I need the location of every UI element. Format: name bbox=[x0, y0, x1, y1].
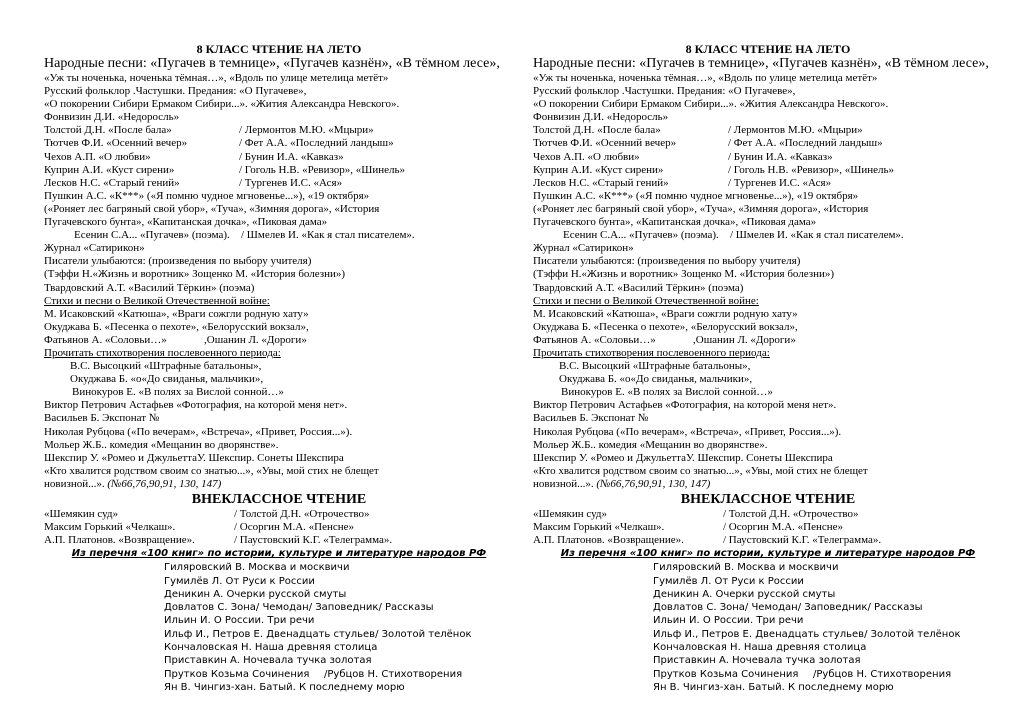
pushkin-line-3: Пугачевского бунта», «Капитанская дочка», «Пиковая дама» bbox=[533, 216, 817, 229]
book-item: Приставкин А. Ночевала тучка золотая bbox=[653, 655, 861, 667]
pair-row bbox=[533, 177, 1003, 190]
rubtsova-line: Николая Рубцова («По вечерам», «Встреча», «Привет, Россия...»). bbox=[44, 425, 353, 438]
extra-row bbox=[533, 521, 1003, 534]
extra-right: / Паустовский К.Г. «Телеграмма». bbox=[234, 534, 393, 547]
left-copy bbox=[44, 42, 514, 694]
kto-line-1: «Кто хвалится родством своим со знатью...», «Увы, мой стих не блещет bbox=[533, 464, 868, 477]
pushkin-line-2: («Роняет лес багряный свой убор», «Туча», «Зимняя дорога», «История bbox=[533, 202, 869, 215]
rubtsova-line: Николая Рубцова («По вечерам», «Встреча», «Привет, Россия...»). bbox=[533, 425, 842, 438]
right-copy bbox=[533, 42, 1003, 694]
kto-text: новизной...». bbox=[44, 477, 108, 490]
pair-right: / Фет А.А. «Последний ландыш» bbox=[239, 137, 394, 150]
moliere-line: Мольер Ж.Б.. комедия «Мещанин во дворянстве». bbox=[44, 438, 279, 451]
shakespeare-line: Шекспир У. «Ромео и ДжульеттаУ. Шекспир. Сонеты Шекспира bbox=[44, 451, 344, 464]
okudzhava2-line: Окуджава Б. «о«До свиданья, мальчики», bbox=[559, 373, 753, 386]
extra-left: Максим Горький «Челкаш». bbox=[533, 521, 665, 534]
moliere-line: Мольер Ж.Б.. комедия «Мещанин во дворянстве». bbox=[533, 438, 768, 451]
pushkin-line-1: Пушкин А.С. «К***» («Я помню чудное мгновенье...»), «19 октября» bbox=[533, 189, 859, 202]
satirikon-line: Журнал «Сатирикон» bbox=[44, 242, 145, 255]
fatyanov-left: Фатьянов А. «Соловьи…» bbox=[44, 333, 167, 346]
vysotsky-line: В.С. Высоцкий «Штрафные батальоны», bbox=[559, 360, 751, 373]
astafiev-line: Виктор Петрович Астафьев «Фотография, на которой меня нет». bbox=[44, 399, 348, 412]
kto-line-1: «Кто хвалится родством своим со знатью...», «Увы, мой стих не блещет bbox=[44, 464, 379, 477]
pair-left: Толстой Д.Н. «После бала» bbox=[533, 124, 661, 137]
folk-songs-line: Народные песни: «Пугачев в темнице», «Пугачев казнён», «В тёмном лесе», bbox=[44, 56, 500, 71]
extra-title: ВНЕКЛАССНОЕ ЧТЕНИЕ bbox=[680, 492, 856, 507]
siberia-line: «О покорении Сибири Ермаком Сибири...». «Жития Александра Невского». bbox=[533, 98, 889, 111]
pair-left: Чехов А.П. «О любви» bbox=[533, 150, 640, 163]
tvardovsky-line: Твардовский А.Т. «Василий Тёркин» (поэма) bbox=[533, 281, 744, 294]
postwar-heading: Прочитать стихотворения послевоенного периода: bbox=[533, 346, 770, 359]
book-item: Ильин И. О России. Три речи bbox=[653, 615, 804, 627]
extra-left: А.П. Платонов. «Возвращение». bbox=[44, 534, 195, 547]
yan-line: Ян В. Чингиз-хан. Батый. К последнему морю bbox=[164, 681, 405, 693]
kto-line-2 bbox=[533, 478, 1003, 491]
book-item: Кончаловская Н. Наша древняя столица bbox=[164, 642, 378, 654]
pushkin-line-3: Пугачевского бунта», «Капитанская дочка», «Пиковая дама» bbox=[44, 216, 328, 229]
book-item: Довлатов С. Зона/ Чемодан/ Заповедник/ Рассказы bbox=[164, 602, 434, 614]
vasiliev-line: Васильев Б. Экспонат № bbox=[44, 412, 160, 425]
extra-right: / Паустовский К.Г. «Телеграмма». bbox=[723, 534, 882, 547]
kto-pages: (№66,76,90,91, 130, 147) bbox=[596, 477, 711, 490]
siberia-line: «О покорении Сибири Ермаком Сибири...». «Жития Александра Невского». bbox=[44, 98, 400, 111]
fonvizin-line: Фонвизин Д.И. «Недоросль» bbox=[533, 111, 669, 124]
prutkov-left: Прутков Козьма Сочинения bbox=[164, 668, 310, 680]
extra-right: / Толстой Д.Н. «Отрочество» bbox=[723, 508, 859, 520]
folklore-line: Русский фольклор .Частушки. Предания: «О Пугачеве», bbox=[44, 85, 307, 98]
fonvizin-line: Фонвизин Д.И. «Недоросль» bbox=[44, 111, 180, 124]
pushkin-line-1: Пушкин А.С. «К***» («Я помню чудное мгновенье...»), «19 октября» bbox=[44, 189, 370, 202]
songs-line: «Уж ты ноченька, ноченька тёмная…», «Вдоль по улице метелица метёт» bbox=[533, 72, 878, 84]
book-item: Гумилёв Л. От Руси к России bbox=[653, 575, 804, 587]
pair-right: / Тургенев И.С. «Ася» bbox=[728, 176, 832, 189]
extra-left: Максим Горький «Челкаш». bbox=[44, 521, 176, 534]
pair-row bbox=[44, 151, 514, 164]
fatyanov-left: Фатьянов А. «Соловьи…» bbox=[533, 333, 656, 346]
book-item: Довлатов С. Зона/ Чемодан/ Заповедник/ Рассказы bbox=[653, 602, 923, 614]
pushkin-line-2: («Роняет лес багряный свой убор», «Туча», «Зимняя дорога», «История bbox=[44, 202, 380, 215]
pair-right: / Гоголь Н.В. «Ревизор», «Шинель» bbox=[239, 163, 406, 176]
book-item: Гиляровский В. Москва и москвичи bbox=[164, 562, 350, 574]
writers-line: Писатели улыбаются: (произведения по выбору учителя) bbox=[44, 255, 312, 268]
teffi-line: (Тэффи Н.«Жизнь и воротник» Зощенко М. «История болезни») bbox=[44, 268, 346, 281]
pair-row bbox=[533, 164, 1003, 177]
pair-left: Лесков Н.С. «Старый гений» bbox=[44, 176, 180, 189]
okudzhava-line: Окуджава Б. «Песенка о пехоте», «Белорусский вокзал», bbox=[44, 320, 309, 333]
fatyanov-row bbox=[44, 334, 514, 347]
extra-right: / Осоргин М.А. «Пенсне» bbox=[234, 521, 355, 534]
list-heading: Из перечня «100 книг» по истории, культуре и литературе народов РФ bbox=[71, 548, 487, 560]
kto-text: новизной...». bbox=[533, 477, 597, 490]
writers-line: Писатели улыбаются: (произведения по выбору учителя) bbox=[533, 255, 801, 268]
shakespeare-line: Шекспир У. «Ромео и ДжульеттаУ. Шекспир. Сонеты Шекспира bbox=[533, 451, 833, 464]
pair-row bbox=[44, 137, 514, 150]
prutkov-row bbox=[533, 668, 1003, 681]
pair-left: Толстой Д.Н. «После бала» bbox=[44, 124, 172, 137]
pair-right: / Бунин И.А. «Кавказ» bbox=[239, 150, 344, 163]
extra-title: ВНЕКЛАССНОЕ ЧТЕНИЕ bbox=[191, 492, 367, 507]
pair-row bbox=[44, 177, 514, 190]
pair-left: Куприн А.И. «Куст сирени» bbox=[44, 163, 175, 176]
book-item: Деникин А. Очерки русской смуты bbox=[653, 588, 836, 600]
extra-right: / Осоргин М.А. «Пенсне» bbox=[723, 521, 844, 534]
book-item: Приставкин А. Ночевала тучка золотая bbox=[164, 655, 372, 667]
pair-left: Тютчев Ф.И. «Осенний вечер» bbox=[44, 137, 188, 150]
okudzhava-line: Окуджава Б. «Песенка о пехоте», «Белорусский вокзал», bbox=[533, 320, 798, 333]
pair-row bbox=[533, 124, 1003, 137]
esenin-right: / Шмелев И. «Как я стал писателем». bbox=[241, 229, 415, 242]
extra-right: / Толстой Д.Н. «Отрочество» bbox=[234, 508, 370, 520]
book-item: Ильф И., Петров Е. Двенадцать стульев/ Золотой телёнок bbox=[164, 628, 472, 640]
satirikon-line: Журнал «Сатирикон» bbox=[533, 242, 634, 255]
extra-row bbox=[44, 534, 514, 547]
vinokurov-line: Винокуров Е. «В полях за Вислой сонной…» bbox=[72, 386, 284, 399]
pair-left: Лесков Н.С. «Старый гений» bbox=[533, 176, 669, 189]
war-heading: Стихи и песни о Великой Отечественной войне: bbox=[533, 294, 759, 307]
songs-line: «Уж ты ноченька, ноченька тёмная…», «Вдоль по улице метелица метёт» bbox=[44, 72, 389, 84]
war-heading: Стихи и песни о Великой Отечественной войне: bbox=[44, 294, 270, 307]
folklore-line: Русский фольклор .Частушки. Предания: «О Пугачеве», bbox=[533, 85, 796, 98]
esenin-left: Есенин С.А... «Пугачев» (поэма). bbox=[74, 229, 230, 242]
fatyanov-right: ,Ошанин Л. «Дороги» bbox=[204, 333, 307, 346]
pair-left: Чехов А.П. «О любви» bbox=[44, 150, 151, 163]
pair-right: / Тургенев И.С. «Ася» bbox=[239, 176, 343, 189]
isakovsky-line: М. Исаковский «Катюша», «Враги сожгли родную хату» bbox=[533, 307, 798, 320]
book-item: Деникин А. Очерки русской смуты bbox=[164, 588, 347, 600]
extra-row bbox=[533, 508, 1003, 521]
extra-row bbox=[44, 508, 514, 521]
prutkov-left: Прутков Козьма Сочинения bbox=[653, 668, 799, 680]
fatyanov-row bbox=[533, 334, 1003, 347]
pair-right: / Фет А.А. «Последний ландыш» bbox=[728, 137, 883, 150]
book-item: Ильф И., Петров Е. Двенадцать стульев/ Золотой телёнок bbox=[653, 628, 961, 640]
pair-right: / Бунин И.А. «Кавказ» bbox=[728, 150, 833, 163]
pair-right: / Гоголь Н.В. «Ревизор», «Шинель» bbox=[728, 163, 895, 176]
astafiev-line: Виктор Петрович Астафьев «Фотография, на которой меня нет». bbox=[533, 399, 837, 412]
esenin-right: / Шмелев И. «Как я стал писателем». bbox=[730, 229, 904, 242]
postwar-heading: Прочитать стихотворения послевоенного периода: bbox=[44, 346, 281, 359]
pair-right: / Лермонтов М.Ю. «Мцыри» bbox=[239, 124, 374, 137]
teffi-line: (Тэффи Н.«Жизнь и воротник» Зощенко М. «История болезни») bbox=[533, 268, 835, 281]
kto-pages: (№66,76,90,91, 130, 147) bbox=[107, 477, 222, 490]
book-item: Гиляровский В. Москва и москвичи bbox=[653, 562, 839, 574]
book-item: Ильин И. О России. Три речи bbox=[164, 615, 315, 627]
pair-row bbox=[44, 164, 514, 177]
tvardovsky-line: Твардовский А.Т. «Василий Тёркин» (поэма) bbox=[44, 281, 255, 294]
extra-left: А.П. Платонов. «Возвращение». bbox=[533, 534, 684, 547]
pair-left: Тютчев Ф.И. «Осенний вечер» bbox=[533, 137, 677, 150]
prutkov-row bbox=[44, 668, 514, 681]
book-item: Кончаловская Н. Наша древняя столица bbox=[653, 642, 867, 654]
yan-line: Ян В. Чингиз-хан. Батый. К последнему морю bbox=[653, 681, 894, 693]
esenin-row bbox=[44, 229, 514, 242]
extra-left: «Шемякин суд» bbox=[44, 508, 119, 520]
vasiliev-line: Васильев Б. Экспонат № bbox=[533, 412, 649, 425]
esenin-row bbox=[533, 229, 1003, 242]
extra-row bbox=[44, 521, 514, 534]
isakovsky-line: М. Исаковский «Катюша», «Враги сожгли родную хату» bbox=[44, 307, 309, 320]
okudzhava2-line: Окуджава Б. «о«До свиданья, мальчики», bbox=[70, 373, 264, 386]
pair-row bbox=[44, 124, 514, 137]
pair-row bbox=[533, 137, 1003, 150]
prutkov-right: /Рубцов Н. Стихотворения bbox=[813, 668, 952, 680]
prutkov-right: /Рубцов Н. Стихотворения bbox=[324, 668, 463, 680]
list-heading: Из перечня «100 книг» по истории, культуре и литературе народов РФ bbox=[560, 548, 976, 560]
vinokurov-line: Винокуров Е. «В полях за Вислой сонной…» bbox=[561, 386, 773, 399]
folk-songs-line: Народные песни: «Пугачев в темнице», «Пугачев казнён», «В тёмном лесе», bbox=[533, 56, 989, 71]
pair-right: / Лермонтов М.Ю. «Мцыри» bbox=[728, 124, 863, 137]
esenin-left: Есенин С.А... «Пугачев» (поэма). bbox=[563, 229, 719, 242]
fatyanov-right: ,Ошанин Л. «Дороги» bbox=[693, 333, 796, 346]
extra-left: «Шемякин суд» bbox=[533, 508, 608, 520]
extra-row bbox=[533, 534, 1003, 547]
kto-line-2 bbox=[44, 478, 514, 491]
pair-row bbox=[533, 151, 1003, 164]
vysotsky-line: В.С. Высоцкий «Штрафные батальоны», bbox=[70, 360, 262, 373]
doc-title: 8 КЛАСС ЧТЕНИЕ НА ЛЕТО bbox=[196, 42, 362, 56]
book-item: Гумилёв Л. От Руси к России bbox=[164, 575, 315, 587]
doc-title: 8 КЛАСС ЧТЕНИЕ НА ЛЕТО bbox=[685, 42, 851, 56]
pair-left: Куприн А.И. «Куст сирени» bbox=[533, 163, 664, 176]
